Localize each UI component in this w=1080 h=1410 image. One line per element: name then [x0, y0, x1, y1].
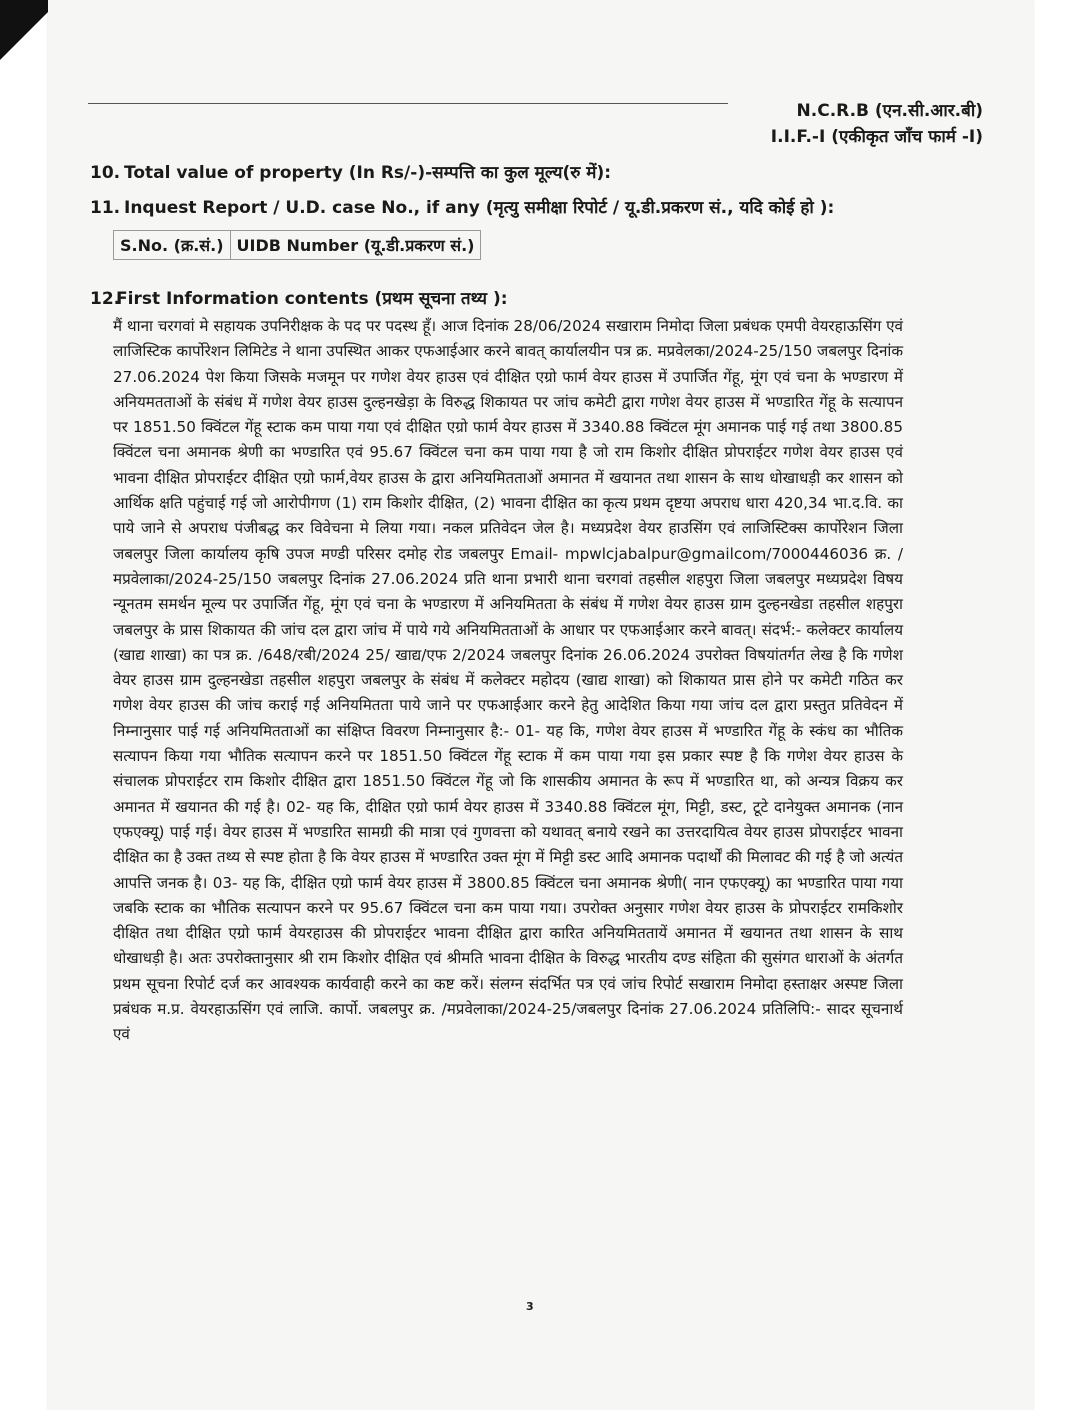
field-inquest-report	[90, 195, 834, 218]
table-row	[114, 231, 481, 260]
field-number: 12.	[90, 289, 121, 309]
field-number: 10.	[90, 163, 121, 183]
field-label: First Information contents (प्रथम सूचना तथ्य ):	[116, 289, 508, 309]
page-number: 3	[526, 1300, 534, 1313]
document-page	[48, 0, 1033, 1410]
field-total-property-value	[90, 160, 611, 183]
field-label: Total value of property (In Rs/-)-सम्पत्ति का कुल मूल्य(रु में):	[124, 163, 612, 183]
field-number: 11.	[90, 198, 121, 218]
form-header: I.I.F.-I (एकीकृत जाँच फार्म -I)	[770, 127, 983, 147]
field-label: Inquest Report / U.D. case No., if any (मृत्यु समीक्षा रिपोर्ट / यू.डी.प्रकरण सं., यदि कोई हो ):	[124, 198, 835, 218]
fir-contents: मैं थाना चरगवां मे सहायक उपनिरीक्षक के पद पर पदस्थ हूँ। आज दिनांक 28/06/2024 सखाराम निमोदा जिला प्रबंधक एमपी वेयरहाऊसिंग एवं लाजिस्टिक कार्पोरेशन लिमिटेड ने थाना उपस्थित आकर एफआईआर करने बावत् कार्यालयीन पत्र क्र. मप्रवेलका/2024-25/150 जबलपुर दिनांक 27.06.2024 पेश किया जिसके मजमून पर गणेश वेयर हाउस एवं दीक्षित एग्रो फार्म वेयर हाउस में उपार्जित गेंहू, मूंग एवं चना के भण्डारण में अनियमतताओं के संबंध में गणेश वेयर हाउस दुल्हनखेड़ा के विरुद्ध शिकायत पर जांच कमेटी द्वारा गणेश वेयर हाउस में भण्डारित गेंहू के सत्यापन पर 1851.50 क्विंटल गेंहू स्टाक कम पाया गया एवं दीक्षित एग्रो फार्म वेयर हाउस में 3340.88 क्विंटल मूंग अमानक पाई गई तथा 3800.85 क्विंटल चना अमानक श्रेणी का भण्डारित एवं 95.67 क्विंटल चना कम पाया गया है जो राम किशोर दीक्षित प्रोपराईटर गणेश वेयर हाउस एवं भावना दीक्षित प्रोपराईटर दीक्षित एग्रो फार्म,वेयर हाउस के द्वारा अनियमितताओं अमानत में खयानत तथा शासन के साथ धोखाधड़ी कर शासन को आर्थिक क्षति पहुंचाई गई जो आरोपीगण (1) राम किशोर दीक्षित, (2) भावना दीक्षित का कृत्य प्रथम दृष्टया अपराध धारा 420,34 भा.द.वि. का पाये जाने से अपराध पंजीबद्ध कर विवेचना मे लिया गया। नकल प्रतिवेदन जेल है। मध्यप्रदेश वेयर हाउसिंग एवं लाजिस्टिक्स कार्पोरेशन जिला जबलपुर जिला कार्यालय कृषि उपज मण्डी परिसर दमोह रोड जबलपुर Email- mpwlcjabalpur@gmailcom/7000446036 क्र. / मप्रवेलाका/2024-25/150 जबलपुर दिनांक 27.06.2024 प्रति थाना प्रभारी थाना चरगवां तहसील शहपुरा जिला जबलपुर मध्यप्रदेश विषय न्यूनतम समर्थन मूल्य पर उपार्जित गेंहू, मूंग एवं चना के भण्डारण में अनियमितता के संबंध में गणेश वेयर हाउस ग्राम दुल्हनखेडा तहसील शहपुरा जबलपुर के प्रास शिकायत की जांच दल द्वारा जांच में पाये गये अनियमितताओं के आधार पर एफआईआर करने बावत्। संदर्भ:- कलेक्टर कार्यालय (खाद्य शाखा) का पत्र क्र. /648/रबी/2024 25/ खाद्य/एफ 2/2024 जबलपुर दिनांक 26.06.2024 उपरोक्त विषयांतर्गत लेख है कि गणेश वेयर हाउस ग्राम दुल्हनखेडा तहसील शहपुरा जबलपुर के संबंध में कलेक्टर महोदय (खाद्य शाखा) को शिकायत प्रास होने पर कमेटी गठित कर गणेश वेयर हाउस की जांच कराई गई अनियमितता पाये जाने पर एफआईआर करने हेतु आदेशित किया गया जांच दल द्वारा प्रस्तुत प्रतिवेदन में निम्नानुसार पाई गई अनियमितताओं का संक्षिप्त विवरण निम्नानुसार है:- 01- यह कि, गणेश वेयर हाउस में भण्डारित गेंहू के स्कंध का भौतिक सत्यापन किया गया भौतिक सत्यापन करने पर 1851.50 क्विंटल गेंहू स्टाक में कम पाया गया इस प्रकार स्पष्ट है कि गणेश वेयर हाउस के संचालक प्रोपराईटर राम किशोर दीक्षित द्वारा 1851.50 क्विंटल गेंहू जो कि शासकीय अमानत के रूप में भण्डारित था, को अन्यत्र विक्रय कर अमानत में खयानत की गई है। 02- यह कि, दीक्षित एग्रो फार्म वेयर हाउस में 3340.88 क्विंटल मूंग, मिट्टी, डस्ट, टूटे दानेयुक्त अमानक (नान एफएक्यू) पाई गई। वेयर हाउस में भण्डारित सामग्री की मात्रा एवं गुणवत्ता को यथावत् बनाये रखने का उत्तरदायित्व वेयर हाउस प्रोपराईटर भावना दीक्षित का है उक्त तथ्य से स्पष्ट होता है कि वेयर हाउस में भण्डारित उक्त मूंग में मिट्टी डस्ट आदि अमानक पदार्थों की मिलावट की गई है जो अत्यंत आपत्ति जनक है। 03- यह कि, दीक्षित एग्रो फार्म वेयर हाउस में 3800.85 क्विंटल चना अमानक श्रेणी( नान एफएक्यू) का भण्डारित पाया गया जबकि स्टाक का भौतिक सत्यापन करने पर 95.67 क्विंटल चना कम पाया गया। उपरोक्त अनुसार गणेश वेयर हाउस के प्रोपराईटर रामकिशोर दीक्षित तथा दीक्षित एग्रो फार्म वेयरहाउस की प्रोपराईटर भावना दीक्षित द्वारा कारित अनियमिततायें अमानत में खयानत तथा शासन के साथ धोखाधड़ी है। अतः उपरोक्तानुसार श्री राम किशोर दीक्षित एवं श्रीमति भावना दीक्षित के विरुद्ध भारतीय दण्ड संहिता की सुसंगत धाराओं के अंतर्गत प्रथम सूचना रिपोर्ट दर्ज कर आवश्यक कार्यवाही करने का कष्ट करें। संलग्न संदर्भित पत्र एवं जांच रिपोर्ट सखाराम निमोदा हस्ताक्षर अस्पष्ट जिला प्रबंधक म.प्र. वेयरहाऊसिंग एवं लाजि. कार्पो. जबलपुर क्र. /मप्रवेलाका/2024-25/जबलपुर दिनांक 27.06.2024 प्रतिलिपि:- सादर सूचनार्थ एवं	[113, 317, 903, 1044]
header-rule	[88, 103, 728, 104]
ud-case-table	[113, 230, 481, 260]
ncrb-header: N.C.R.B (एन.सी.आर.बी)	[796, 101, 983, 121]
col-uidb-header: UIDB Number (यू.डी.प्रकरण सं.)	[230, 231, 481, 260]
field-first-information	[90, 286, 508, 309]
col-sno-header: S.No. (क्र.सं.)	[114, 231, 231, 260]
